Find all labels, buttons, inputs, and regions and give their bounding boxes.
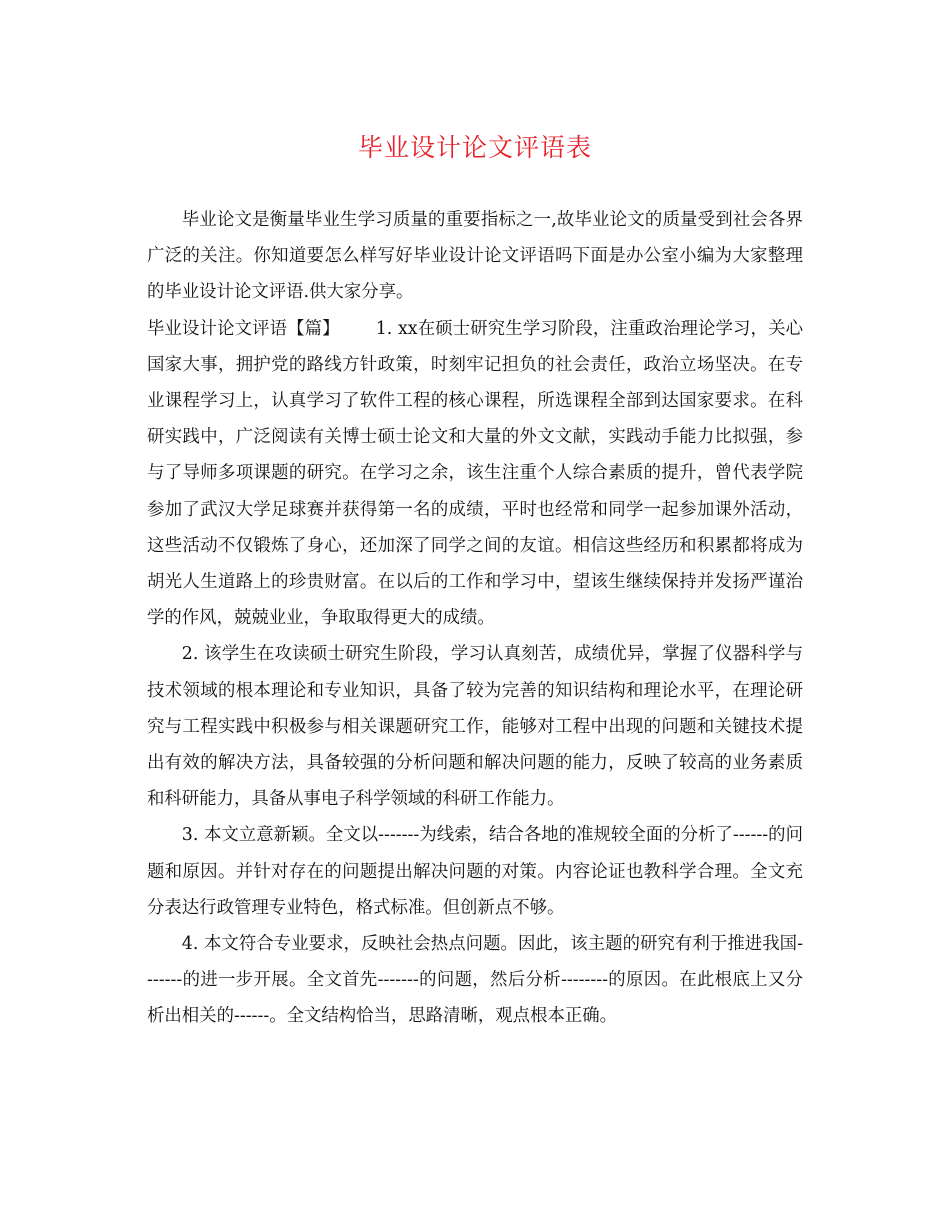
section-label: 毕业设计论文评语【篇】 <box>147 318 340 339</box>
comment-item-3: 3. 本文立意新颖。全文以-------为线索，结合各地的准规较全面的分析了------的问题和原因。并针对存在的问题提出解决问题的对策。内容论证也教科学合理。全文充分表达行政管理专业特色，格式标准。但创新点不够。 <box>147 825 803 918</box>
comment-item-2: 2. 该学生在攻读硕士研究生阶段，学习认真刻苦，成绩优异，掌握了仪器科学与技术领域的根本理论和专业知识，具备了较为完善的知识结构和理论水平，在理论研究与工程实践中积极参与相关课题研究工作，能够对工程中出现的问题和关键技术提出有效的解决方法，具备较强的分析问题和解决问题的能力，反映了较高的业务素质和科研能力，具备从事电子科学领域的科研工作能力。 <box>147 644 803 810</box>
comment-item-4: 4. 本文符合专业要求，反映社会热点问题。因此，该主题的研究有利于推进我国-------的进一步开展。全文首先-------的问题，然后分析--------的原因。在此根底上又分析出相关的------。全文结构恰当，思路清晰，观点根本正确。 <box>147 934 803 1027</box>
comment-item-1-text: 1. xx在硕士研究生学习阶段，注重政治理论学习，关心国家大事，拥护党的路线方针政策，时刻牢记担负的社会责任，政治立场坚决。在专业课程学习上，认真学习了软件工程的核心课程，所选课程全部到达国家要求。在科研实践中，广泛阅读有关博士硕士论文和大量的外文文献，实践动手能力比拟强，参与了导师多项课题的研究。在学习之余，该生注重个人综合素质的提升，曾代表学院参加了武汉大学足球赛并获得第一名的成绩，平时也经常和同学一起参加课外活动，这些活动不仅锻炼了身心，还加深了同学之间的友谊。相信这些经历和积累都将成为胡光人生道路上的珍贵财富。在以后的工作和学习中，望该生继续保持并发扬严谨治学的作风，兢兢业业，争取取得更大的成绩。 <box>147 318 803 629</box>
document-title: 毕业设计论文评语表 <box>357 133 592 162</box>
document-body <box>147 202 803 1035</box>
intro-paragraph: 毕业论文是衡量毕业生学习质量的重要指标之一,故毕业论文的质量受到社会各界广泛的关注。你知道要怎么样写好毕业设计论文评语吗下面是办公室小编为大家整理的毕业设计论文评语.供大家分享。 <box>147 210 803 303</box>
comment-item-1 <box>147 311 803 637</box>
